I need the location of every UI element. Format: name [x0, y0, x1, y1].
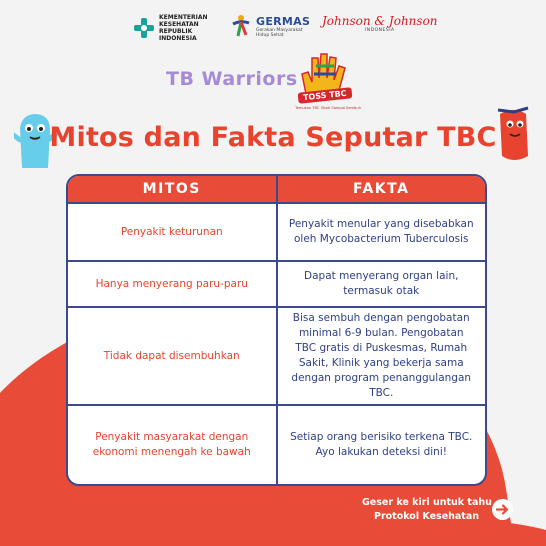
germas-sub: Hidup Sehat: [256, 32, 284, 38]
swipe-hint: [362, 496, 492, 524]
fact-cell: Setiap orang berisiko terkena TBC. Ayo lakukan deteksi dini!: [290, 431, 473, 458]
page-title: Mitos dan Fakta Seputar TBC: [49, 122, 497, 153]
arrow-right-icon: [496, 503, 509, 516]
red-mascot-icon: [494, 104, 534, 164]
fact-cell: Dapat menyerang organ lain, termasuk otak: [304, 270, 459, 297]
jj-country: INDONESIA: [364, 28, 395, 33]
table-row: [68, 260, 485, 306]
germas-logo: [229, 14, 310, 38]
kemenkes-line: REPUBLIK: [159, 28, 193, 35]
myth-cell: Penyakit masyarakat dengan ekonomi menengah ke bawah: [92, 431, 251, 458]
germas-name: GERMAS: [256, 14, 311, 28]
jj-logo: [322, 14, 438, 33]
toss-tagline: Temukan TBC Obati Sampai Sembuh: [295, 106, 361, 110]
myth-cell: Tidak dapat disembuhkan: [103, 349, 240, 362]
myth-cell: Hanya menyerang paru-paru: [95, 277, 248, 290]
swipe-hint-line1: Geser ke kiri untuk tahu: [362, 497, 492, 508]
sponsor-logos: [0, 8, 546, 48]
myth-fact-table: [66, 174, 487, 486]
header-fact: FAKTA: [353, 181, 410, 197]
fact-cell: Bisa sembuh dengan pengobatan minimal 6-9 bulan. Pengobatan TBC gratis di Puskesmas, Rumah Sakit, Klinik yang bekerja sama dengan program penanggulangan TBC.: [291, 312, 472, 399]
next-slide-button[interactable]: [492, 499, 513, 520]
mascot-right: [494, 104, 534, 168]
table-row: [68, 202, 485, 260]
kemenkes-line: INDONESIA: [159, 35, 197, 42]
jj-brand: Johnson & Johnson: [322, 14, 438, 28]
kemenkes-emblem-icon: [133, 17, 155, 39]
table-row: [68, 306, 485, 404]
fact-cell: Penyakit menular yang disebabkan oleh Mycobacterium Tuberculosis: [288, 218, 474, 245]
toss-tbc-logo: [288, 52, 364, 118]
table-row: [68, 404, 485, 484]
kemenkes-logo: [133, 14, 208, 42]
kemenkes-line: KESEHATAN: [159, 21, 199, 28]
toss-badge: TOSS TBC: [298, 87, 352, 104]
table-header: [68, 176, 485, 202]
tb-warriors-logo: TB Warriors: [166, 68, 298, 90]
germas-sub: Gerakan Masyarakat: [256, 27, 303, 33]
kemenkes-line: KEMENTERIAN: [159, 14, 208, 21]
germas-figure-icon: [229, 14, 253, 38]
header-myth: MITOS: [142, 181, 201, 197]
swipe-hint-line2: Protokol Kesehatan: [374, 511, 480, 522]
myth-cell: Penyakit keturunan: [120, 225, 223, 238]
